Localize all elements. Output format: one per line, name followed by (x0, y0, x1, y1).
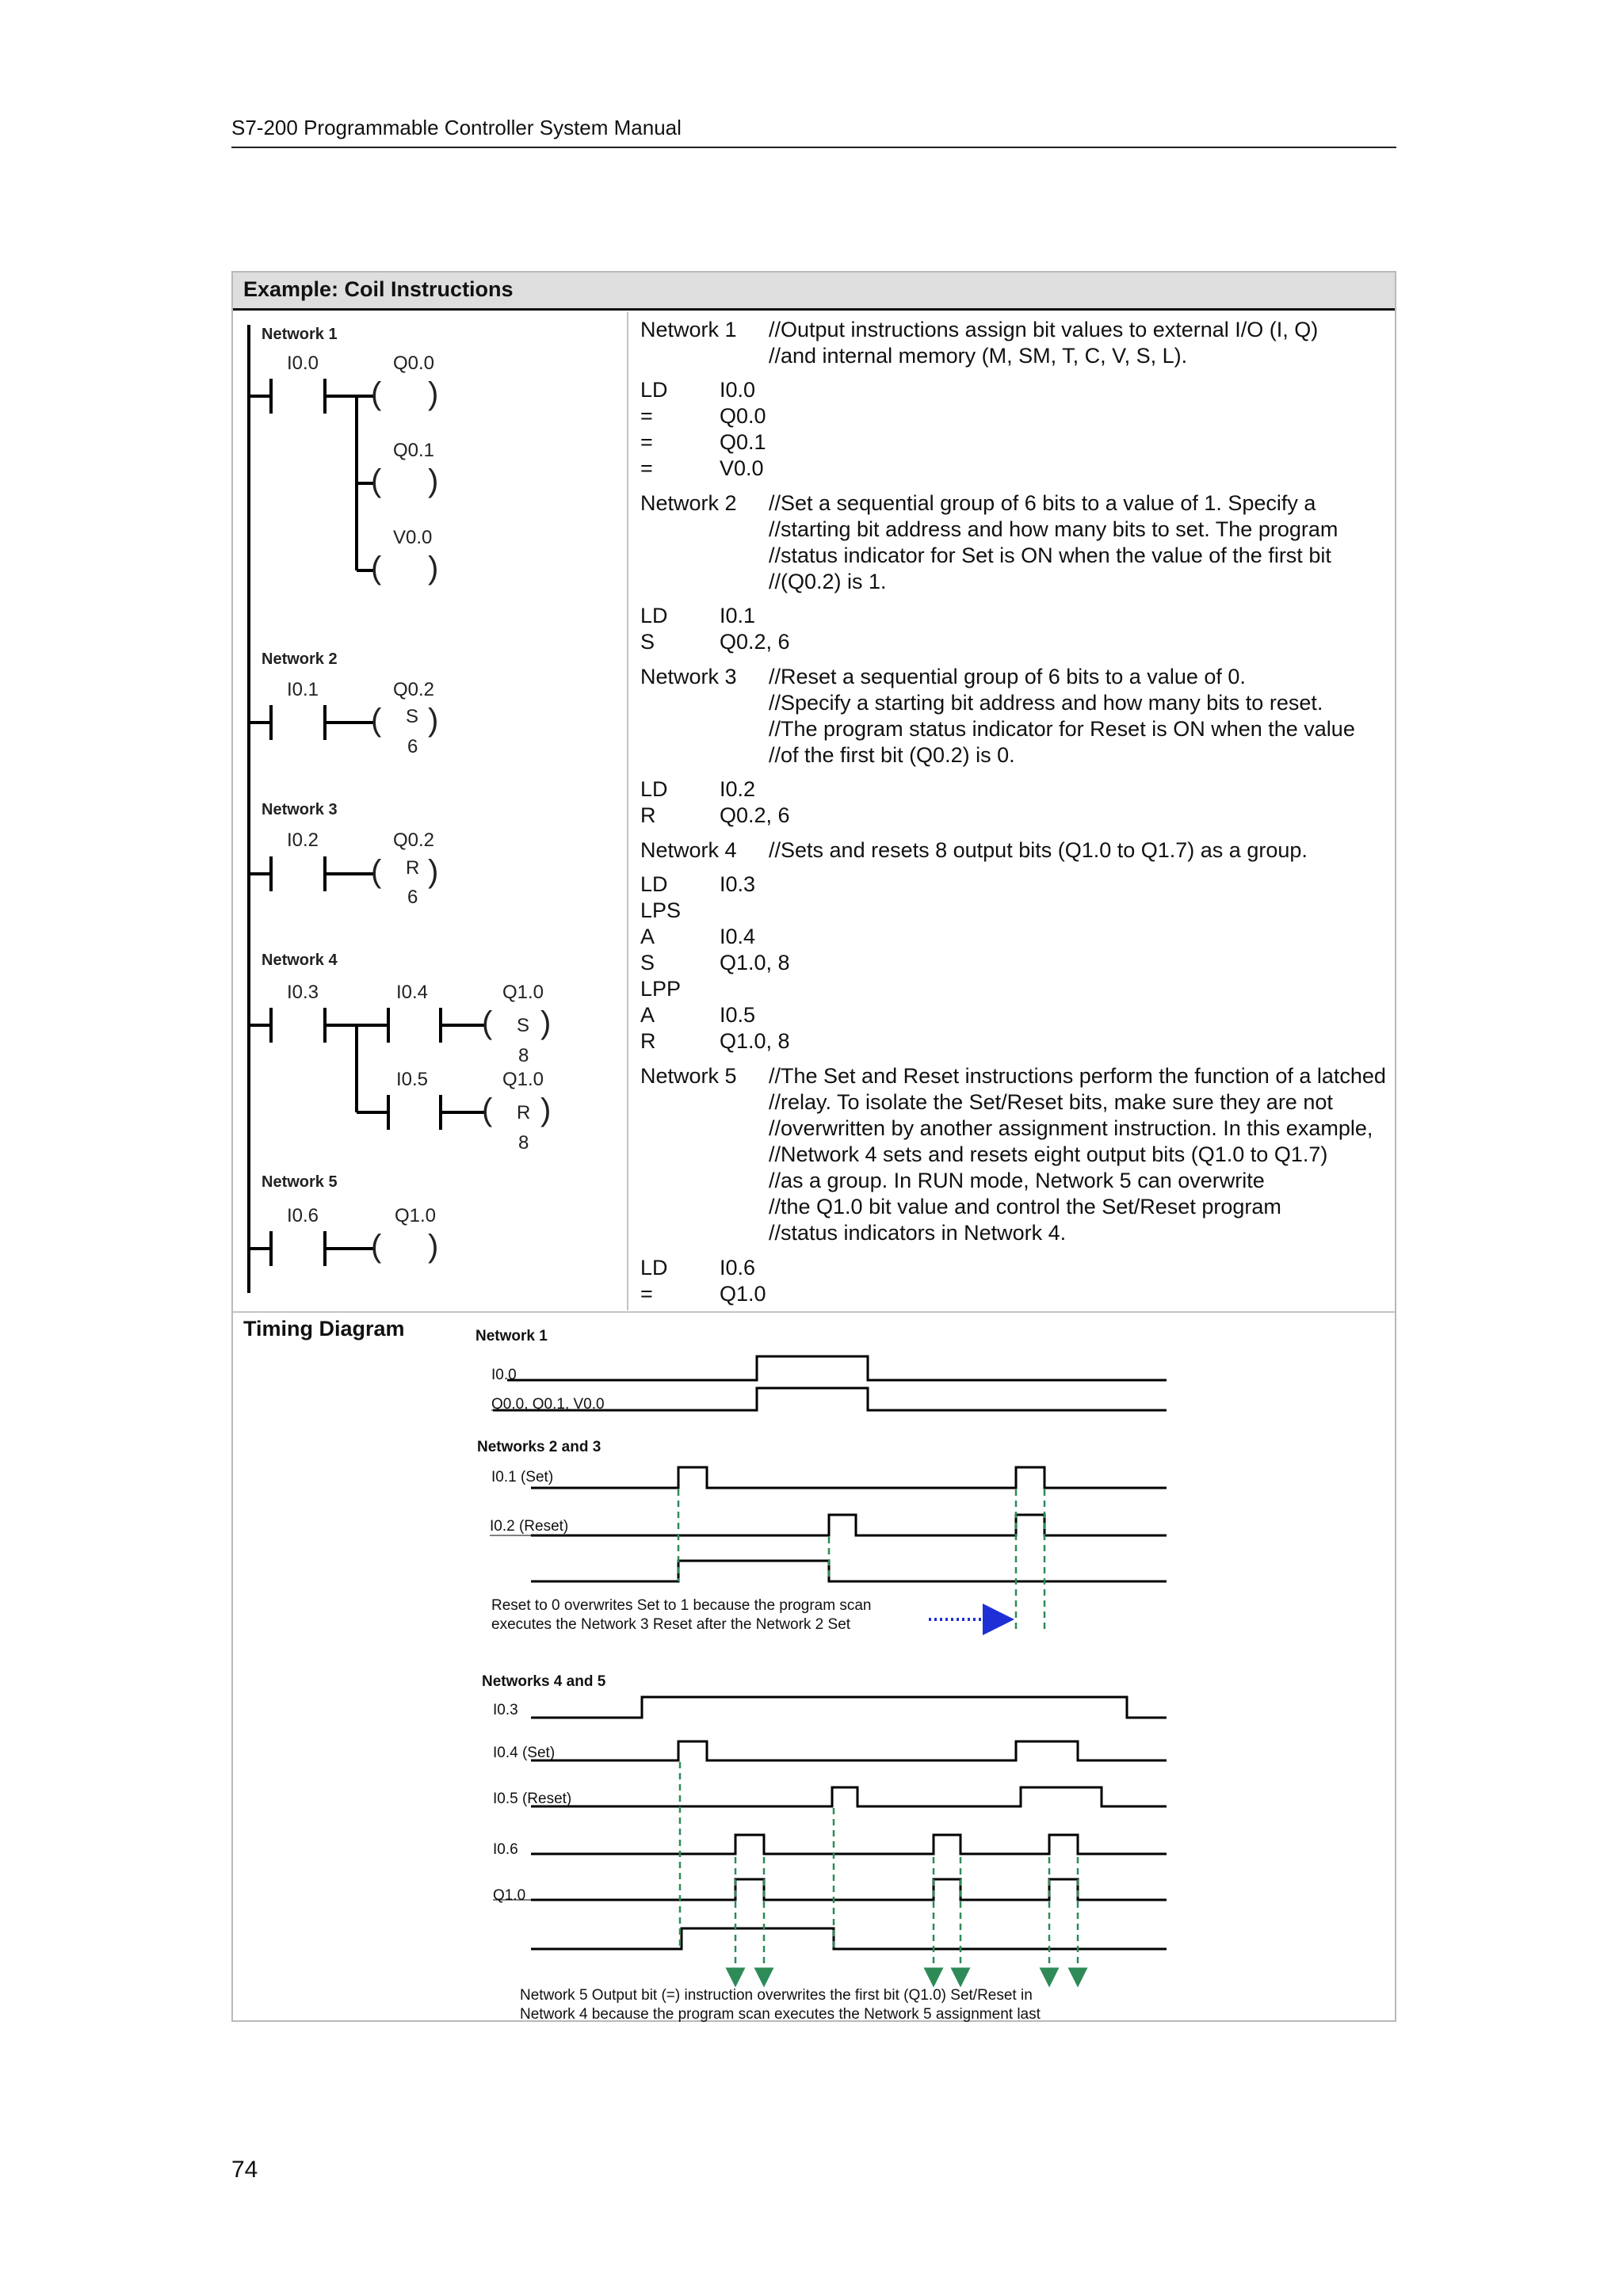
signal-label-i03: I0.3 (493, 1702, 518, 1718)
coil-count: 6 (407, 736, 418, 757)
ladder-network-2-label: Network 2 (262, 650, 338, 668)
stl-operand: I0.5 (720, 1003, 756, 1027)
stl-op: S (640, 630, 655, 654)
stl-comment: //relay. To isolate the Set/Reset bits, make sure they are not (769, 1090, 1333, 1114)
timing-note-2-line-1: Reset to 0 overwrites Set to 1 because the program scan (491, 1597, 872, 1614)
stl-comment: //overwritten by another assignment instruction. In this example, (769, 1116, 1373, 1140)
signal-label-i01: I0.1 (Set) (491, 1469, 554, 1486)
stl-operand: Q0.1 (720, 430, 766, 454)
stl-network-label: Network 2 (640, 491, 737, 515)
svg-text:(: ( (371, 551, 382, 585)
stl-network-label: Network 3 (640, 665, 737, 688)
svg-text:): ) (428, 376, 439, 411)
signal-label-i00: I0.0 (491, 1367, 517, 1383)
coil-count: 6 (407, 887, 418, 908)
coil-address: Q0.1 (393, 440, 435, 461)
ladder-network-3-label: Network 3 (262, 801, 338, 818)
signal-label-q10: Q1.0 (493, 1887, 526, 1904)
stl-operand: Q1.0, 8 (720, 951, 790, 974)
stl-op: = (640, 430, 653, 454)
coil-address: Q0.0 (393, 353, 435, 374)
stl-op: S (640, 951, 655, 974)
contact-label: I0.2 (287, 830, 319, 851)
timing-note-3-line-1: Network 5 Output bit (=) instruction overwrites the first bit (Q1.0) Set/Reset in (520, 1987, 1033, 2004)
stl-comment: //and internal memory (M, SM, T, C, V, S, L). (769, 344, 1188, 368)
ladder-network-5-label: Network 5 (262, 1173, 338, 1191)
stl-op: A (640, 1003, 655, 1027)
svg-text:(: ( (482, 1005, 493, 1040)
stl-op: = (640, 1282, 653, 1306)
stl-comment: //Network 4 sets and resets eight output bits (Q1.0 to Q1.7) (769, 1142, 1328, 1166)
waveform-q02 (531, 1561, 1167, 1581)
stl-comment: //The program status indicator for Reset is ON when the value (769, 717, 1355, 741)
coil-symbol: S (406, 706, 419, 727)
stl-operand: Q0.0 (720, 404, 766, 428)
waveform-i01 (531, 1467, 1167, 1488)
timing-diagram-title: Timing Diagram (243, 1317, 405, 1341)
stl-comment: //Reset a sequential group of 6 bits to a value of 0. (769, 665, 1246, 688)
stl-comment: //(Q0.2) is 1. (769, 570, 887, 593)
waveform-i04 (531, 1741, 1167, 1760)
stl-comment: //Output instructions assign bit values to external I/O (I, Q) (769, 318, 1319, 341)
stl-operand: I0.0 (720, 378, 756, 402)
svg-text:): ) (428, 463, 439, 498)
stl-network-label: Network 5 (640, 1064, 737, 1088)
waveform-i00 (507, 1356, 1167, 1380)
contact-label: I0.4 (396, 982, 429, 1003)
svg-text:): ) (428, 854, 439, 889)
stl-operand: Q1.0, 8 (720, 1029, 790, 1053)
stl-comment: //status indicators in Network 4. (769, 1221, 1067, 1245)
coil-symbol: S (517, 1015, 530, 1036)
signal-label-i02: I0.2 (Reset) (490, 1518, 569, 1535)
stl-operand: Q0.2, 6 (720, 803, 790, 827)
section-divider (233, 1311, 1395, 1313)
stl-operand: Q0.2, 6 (720, 630, 790, 654)
coil-address: Q0.2 (393, 679, 435, 700)
signal-label-i04: I0.4 (Set) (493, 1745, 556, 1761)
stl-op: LPP (640, 977, 682, 1001)
stl-network-label: Network 4 (640, 838, 737, 862)
stl-comment: //starting bit address and how many bits to set. The program (769, 517, 1338, 541)
svg-text:(: ( (482, 1093, 493, 1127)
contact-label: I0.1 (287, 679, 319, 700)
contact-label: I0.3 (287, 982, 319, 1003)
waveform-i05 (531, 1787, 1167, 1806)
svg-text:): ) (428, 1229, 439, 1264)
waveform-q10-bits (531, 1928, 1167, 1949)
svg-text:): ) (428, 703, 439, 738)
stl-op: R (640, 1029, 656, 1053)
stl-comment: //Sets and resets 8 output bits (Q1.0 to Q1.7) as a group. (769, 838, 1308, 862)
stl-op: A (640, 925, 655, 948)
stl-operand: I0.6 (720, 1256, 756, 1280)
stl-op: LD (640, 872, 668, 896)
svg-text:(: ( (371, 703, 382, 738)
stl-op: LD (640, 777, 668, 801)
waveform-i03 (531, 1697, 1167, 1718)
contact-label: I0.0 (287, 353, 319, 374)
contact-label: I0.5 (396, 1069, 429, 1090)
coil-address: Q1.0 (395, 1205, 437, 1226)
stl-op: R (640, 803, 656, 827)
coil-count: 8 (518, 1045, 529, 1066)
svg-text:(: ( (371, 376, 382, 411)
stl-network-label: Network 1 (640, 318, 737, 341)
ladder-network-1-label: Network 1 (262, 326, 338, 343)
waveform-q10 (531, 1879, 1167, 1900)
column-divider (627, 312, 628, 1310)
stl-comment: //Specify a starting bit address and how many bits to reset. (769, 691, 1323, 715)
coil-address: Q1.0 (502, 982, 544, 1003)
stl-listing (640, 317, 1393, 1307)
ladder-diagram (233, 312, 626, 1310)
coil-count: 8 (518, 1132, 529, 1154)
svg-text:(: ( (371, 854, 382, 889)
timing-diagram (428, 1315, 1228, 2028)
timing-group-2-label: Networks 2 and 3 (477, 1439, 601, 1455)
svg-text:(: ( (371, 1229, 382, 1264)
stl-op: LPS (640, 898, 682, 922)
coil-address: V0.0 (393, 527, 433, 548)
signal-label-i05: I0.5 (Reset) (493, 1791, 572, 1807)
stl-comment: //of the first bit (Q0.2) is 0. (769, 743, 1015, 767)
page-number: 74 (231, 2157, 258, 2183)
coil-address: Q0.2 (393, 830, 435, 851)
coil-symbol: R (406, 857, 420, 879)
stl-op: LD (640, 604, 668, 627)
stl-operand: I0.3 (720, 872, 756, 896)
svg-text:(: ( (371, 463, 382, 498)
contact-label: I0.6 (287, 1205, 319, 1226)
stl-comment: //as a group. In RUN mode, Network 5 can overwrite (769, 1169, 1265, 1192)
waveform-i06 (531, 1835, 1167, 1854)
waveform-i02 (531, 1515, 1167, 1535)
coil-symbol: R (517, 1102, 531, 1123)
stl-comment: //status indicator for Set is ON when the value of the first bit (769, 543, 1331, 567)
svg-text:): ) (428, 551, 439, 585)
stl-comment: //The Set and Reset instructions perform the function of a latched (769, 1064, 1386, 1088)
stl-op: = (640, 456, 653, 480)
header-rule (231, 147, 1396, 148)
svg-text:): ) (540, 1005, 552, 1040)
svg-text:): ) (540, 1093, 552, 1127)
signal-label-q00: Q0.0, Q0.1, V0.0 (491, 1396, 605, 1413)
stl-operand: I0.1 (720, 604, 756, 627)
stl-operand: V0.0 (720, 456, 764, 480)
stl-op: LD (640, 378, 668, 402)
stl-op: = (640, 404, 653, 428)
timing-note-3-line-2: Network 4 because the program scan executes the Network 5 assignment last (520, 2006, 1041, 2023)
coil-address: Q1.0 (502, 1069, 544, 1090)
timing-group-1-label: Network 1 (475, 1328, 548, 1344)
stl-comment: //the Q1.0 bit value and control the Set/Reset program (769, 1195, 1281, 1219)
stl-operand: I0.4 (720, 925, 756, 948)
stl-comment: //Set a sequential group of 6 bits to a value of 1. Specify a (769, 491, 1316, 515)
manual-title: S7-200 Programmable Controller System Manual (231, 116, 682, 139)
stl-operand: Q1.0 (720, 1282, 766, 1306)
stl-operand: I0.2 (720, 777, 756, 801)
table-title: Example: Coil Instructions (243, 277, 514, 301)
ladder-network-4-label: Network 4 (262, 952, 338, 969)
timing-note-2-line-2: executes the Network 3 Reset after the Network 2 Set (491, 1616, 851, 1633)
timing-group-3-label: Networks 4 and 5 (482, 1673, 606, 1690)
signal-label-i06: I0.6 (493, 1841, 518, 1858)
stl-op: LD (640, 1256, 668, 1280)
